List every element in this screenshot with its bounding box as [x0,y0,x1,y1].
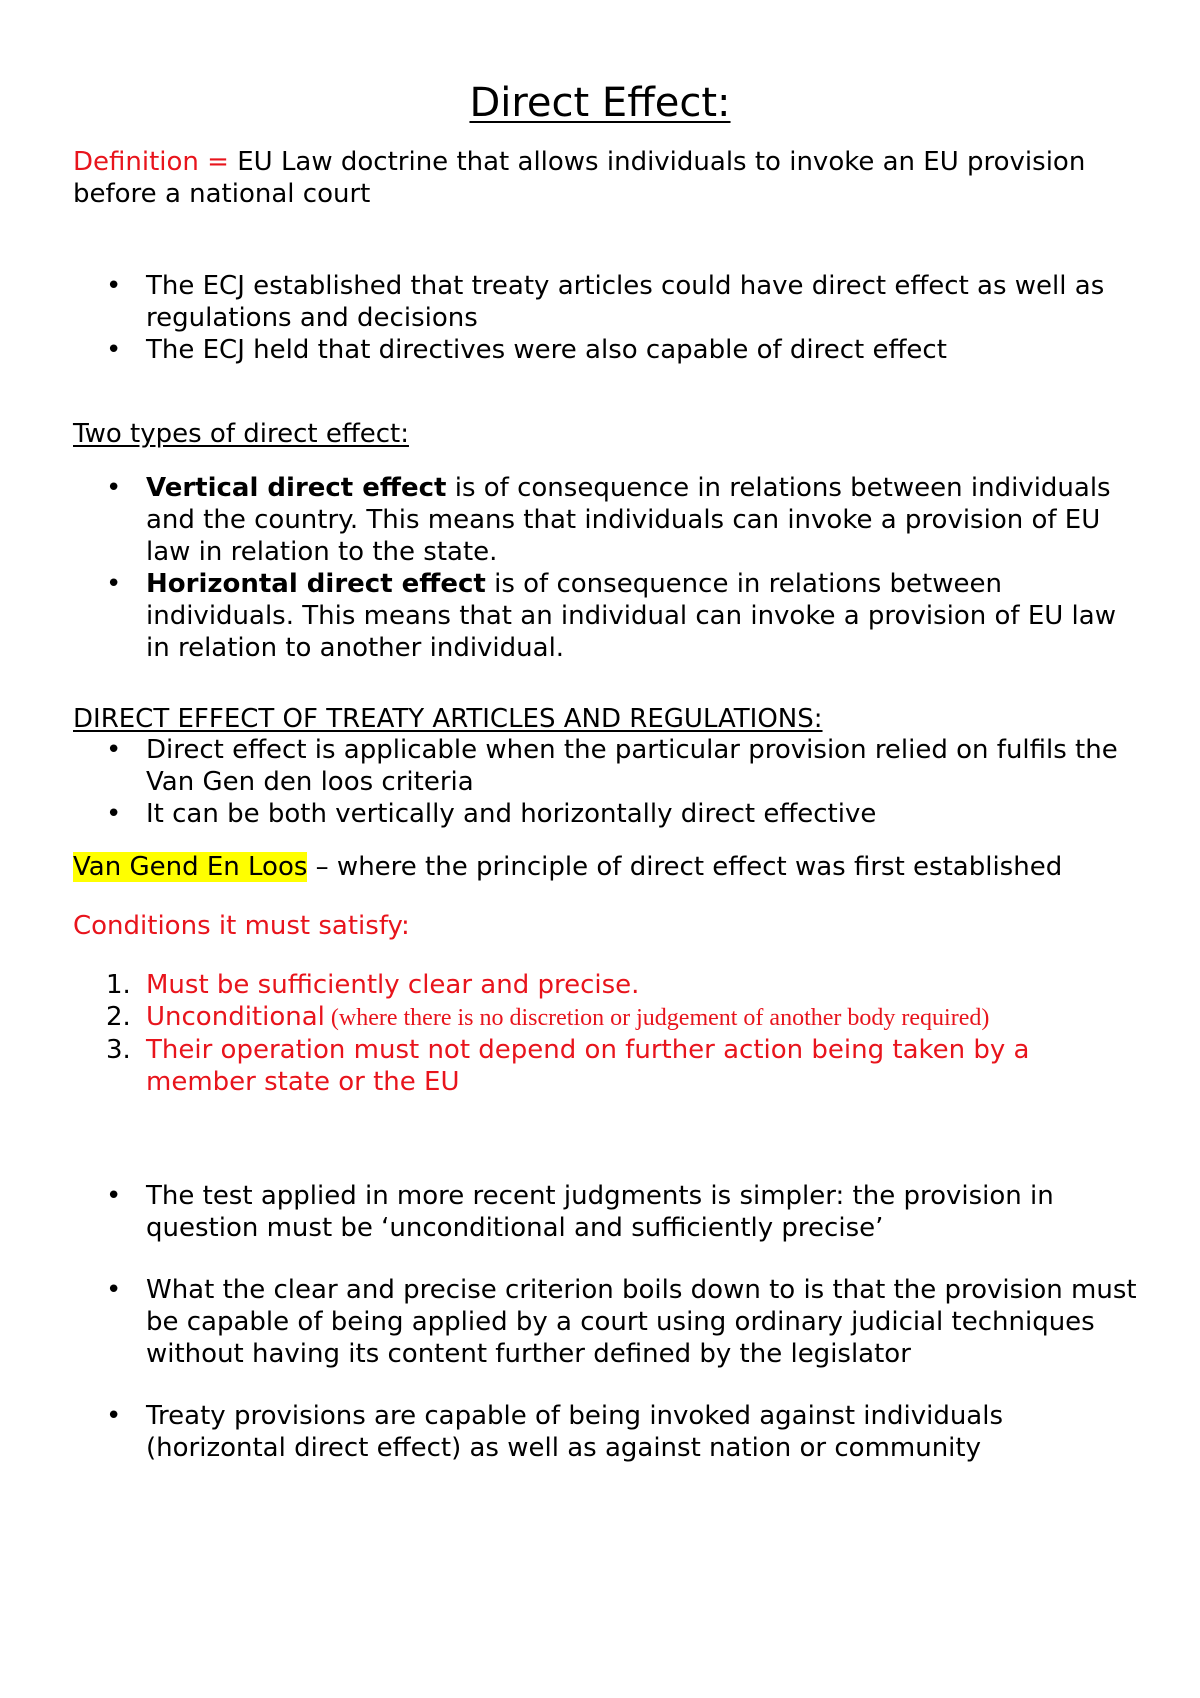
case-name-highlight: Van Gend En Loos [73,852,308,882]
condition-note: (where there is no discretion or judgement of another body required) [324,1005,990,1031]
treaty-bullet-text: Direct effect is applicable when the particular provision relied on fulfils the Van Gen den loos criteria [146,735,1118,797]
condition-text: Unconditional [146,1002,325,1032]
bullet-icon: • [106,1275,122,1305]
case-text: – where the principle of direct effect was first established [307,852,1063,882]
type-description: is of consequence in relations between individuals and the country. This means that individuals can invoke a provision of EU law in relation to the state. [146,473,1111,567]
bullet-icon: • [106,271,122,301]
definition-paragraph [73,146,1143,210]
condition-text: Their operation must not depend on further action being taken by a member state or the EU [146,1035,1030,1097]
page-title: Direct Effect: [469,80,731,126]
list-item [73,1180,1143,1244]
bullet-icon: • [106,1181,122,1211]
bullet-icon: • [106,335,122,365]
treaty-bullet-text: It can be both vertically and horizontally direct effective [146,799,877,829]
condition-number: 2. [106,1002,131,1032]
bullet-icon: • [106,1401,122,1431]
list-item [73,472,1143,568]
treaty-bullet-list [73,734,1143,830]
list-item [73,1034,1143,1098]
intro-bullet-text: The ECJ held that directives were also capable of direct effect [146,335,947,365]
list-item [73,568,1143,664]
list-item [73,270,1143,334]
bullet-icon: • [106,473,122,503]
case-paragraph [73,851,1143,883]
list-item [73,1001,1143,1034]
intro-bullet-list [73,270,1143,366]
list-spacer [73,1244,1143,1274]
definition-text: EU Law doctrine that allows individuals to invoke an EU provision before a national court [73,147,1086,209]
final-bullet-text: The test applied in more recent judgments is simpler: the provision in question must be ‘unconditional and sufficiently precise’ [146,1181,1054,1243]
type-term: Horizontal direct effect [146,569,486,599]
bullet-icon: • [106,799,122,829]
type-term: Vertical direct effect [146,473,447,503]
types-bullet-list [73,472,1143,664]
condition-number: 3. [106,1035,131,1065]
list-item [73,798,1143,830]
type-description: is of consequence in relations between individuals. This means that an individual can invoke a provision of EU law in relation to another individual. [146,569,1116,663]
list-spacer [73,1370,1143,1400]
bullet-icon: • [106,569,122,599]
definition-label: Definition = [73,147,238,177]
intro-bullet-text: The ECJ established that treaty articles could have direct effect as well as regulations and decisions [146,271,1105,333]
condition-number: 1. [106,970,131,1000]
final-bullet-list [73,1180,1143,1464]
list-item [73,969,1143,1001]
condition-text: Must be sufficiently clear and precise. [146,970,640,1000]
treaty-heading: DIRECT EFFECT OF TREATY ARTICLES AND REGULATIONS: [73,704,823,734]
types-heading: Two types of direct effect: [73,419,409,449]
conditions-list [73,969,1143,1098]
conditions-heading: Conditions it must satisfy: [73,911,410,941]
bullet-icon: • [106,735,122,765]
final-bullet-text: Treaty provisions are capable of being invoked against individuals (horizontal direct effect) as well as against nation or community [146,1401,1004,1463]
list-item [73,1400,1143,1464]
list-item [73,334,1143,366]
final-bullet-text: What the clear and precise criterion boils down to is that the provision must be capable of being applied by a court using ordinary judicial techniques without having its content further defined by the legislator [146,1275,1137,1369]
list-item [73,1274,1143,1370]
list-item [73,734,1143,798]
